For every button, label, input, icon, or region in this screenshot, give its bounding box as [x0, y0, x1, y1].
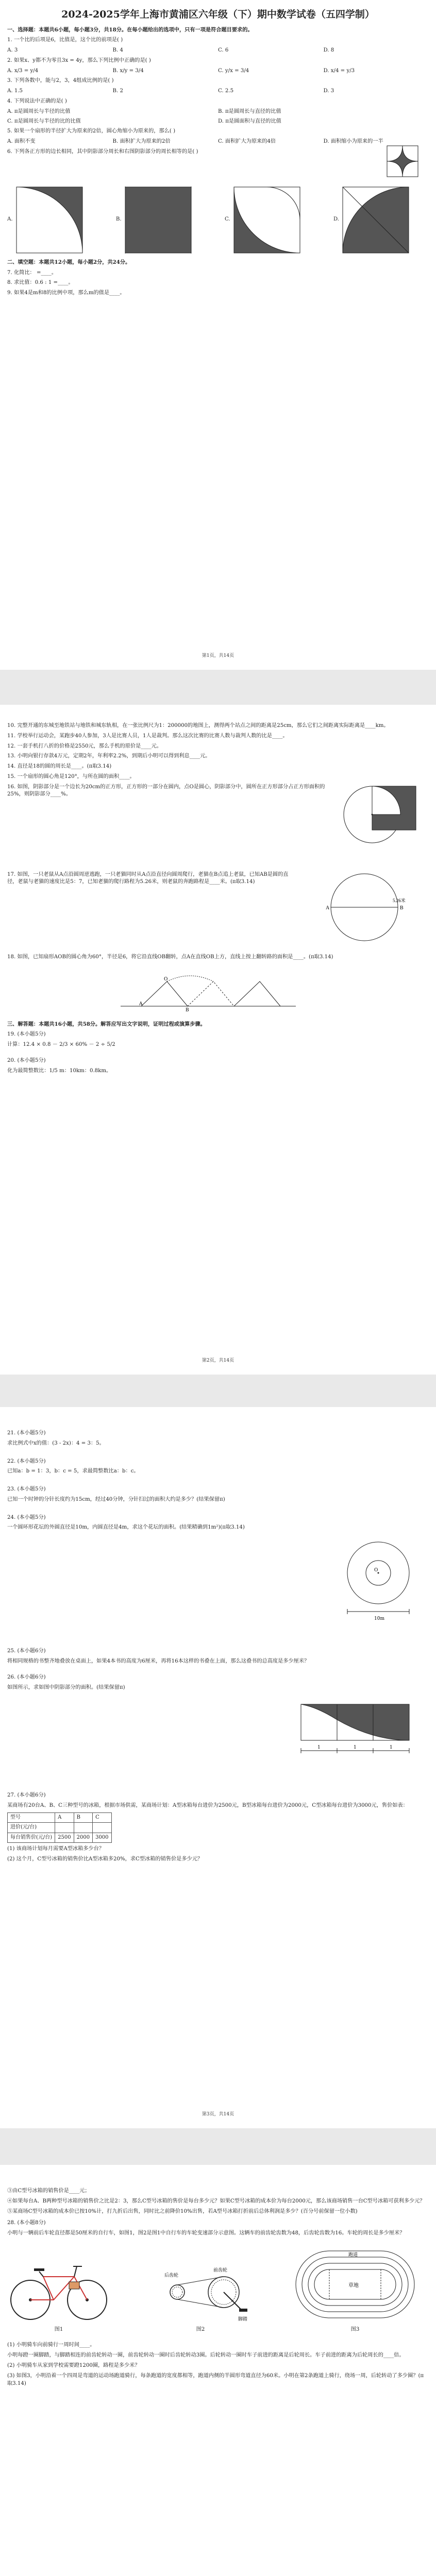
gear-figure	[146, 2261, 255, 2323]
pedal-label: 脚踏	[238, 2316, 248, 2322]
question-12: 12. 一套手机打八折的价格是2550元，那么手机的原价是____元。	[7, 743, 162, 749]
option-c[interactable]: C. 6	[218, 47, 229, 54]
question-3: 3. 下列各数中，能与2，3，4组成比例的是( )	[7, 78, 114, 84]
figure-3-caption: 图3	[350, 2326, 360, 2332]
question-27-heading: 27. (本小题6分)	[7, 1792, 46, 1799]
segment-label-1: 1	[317, 1745, 321, 1751]
question-6-options	[7, 187, 409, 253]
question-18-figure	[121, 975, 306, 1011]
question-26: 如图所示，求如图中阴影部分的面积。(结果保留π)	[7, 1684, 125, 1690]
option-d[interactable]: D. π是圆面积与直径的比值	[218, 118, 281, 124]
option-c[interactable]: C. π是圆周长与半径的比的比值	[7, 118, 81, 124]
question-25-heading: 25. (本小题6分)	[7, 1648, 46, 1654]
question-27-table	[7, 1812, 112, 1843]
page-footer: 第1页，共14页	[202, 653, 234, 658]
question-27-part-5: ⑤某商场C型号冰箱的成本价已按10%计，打九折后出售，同时比之前降价10%出售，若A型号冰箱打折前后总体利润是多少？(百分号前保留一位小数)	[7, 2208, 358, 2214]
section-2-heading: 二、填空题：本题共12小题，每小题2分，共24分。	[7, 259, 131, 265]
option-d[interactable]: D. 8	[323, 47, 334, 54]
figure-2	[146, 2261, 255, 2334]
question-15: 15. 一个扇形的圆心角是120°，与所在圆的面积____。	[7, 773, 135, 779]
option-b[interactable]: B. 面积扩大为原来的2倍	[112, 139, 171, 145]
option-a[interactable]: A. π是圆周长与半径的比值	[7, 108, 71, 114]
point-a-label: A	[326, 905, 330, 911]
question-10: 10. 完整开通的东城至地铁站与地铁和城东轨相，在一张比例尺为1：200000的地图上，测得两个站点之间的距离是25cm，那么它们之间距离实际距离是____km。	[7, 723, 389, 728]
question-27: 某商场有20台A、B、C三种型号的冰箱，根据市场供需，某商场计划：A型冰箱每台进价为2500元，B型冰箱每台进价为2000元，C型冰箱每台进价为3000元，售价如表：	[7, 1803, 408, 1809]
question-22: 已知a：b = 1：3，b：c = 5，求最简整数比a：b：c。	[7, 1468, 139, 1475]
page-footer: 第2页，共14页	[202, 1358, 234, 1363]
question-20-heading: 20. (本小题5分)	[7, 1058, 46, 1064]
question-27-part-1: (1) 该商场计划每月需要A型冰箱多少台？	[7, 1846, 105, 1852]
question-26-figure	[296, 1699, 420, 1766]
question-14: 14. 直径是18的圆的周长是____。(π取3.14)	[7, 764, 112, 770]
question-28-part-3: (3) 如图3，小明沿着一个四周是弯道的运动场跑道骑行，每条跑道的宽度都相等，跑道内侧的半圆形弯道直径为60米。小明在第2条跑道上骑行，绕场一周，后轮转动了多少圈？(π取3.14)	[7, 2372, 424, 2386]
question-17: 17. 如图，一只老鼠从A点沿圆周逆逃跑，一只老猫同时从A点沿直径向圆周爬行，老猫在B点追上老鼠，已知AB是圆的直径，老鼠与老猫的速度比是5：7，已知老猫的爬行路程为5.26米，则老鼠的奔跑路程是____米。(π取3.14) A B 5.26米	[7, 871, 429, 948]
question-27-part-3: ③由C型号冰箱的销售价是____元；	[7, 2188, 90, 2194]
question-11: 11. 学校举行运动会，某跑步40人参加，3人是比赛人员，1人是裁判。那么这次比赛的比赛人数与裁判人数的比是____。	[7, 733, 288, 739]
option-a[interactable]: A. x/3 = y/4	[7, 67, 39, 74]
question-24-figure	[342, 1534, 414, 1627]
option-c[interactable]: C.	[225, 187, 300, 253]
option-c[interactable]: C. 面积扩大为原来的4倍	[218, 139, 276, 145]
page-4	[0, 2165, 436, 2576]
question-21-heading: 21. (本小题5分)	[7, 1430, 46, 1436]
question-27-part-2: (2) 这个月，C型号冰箱的销售价比A型冰箱多20%，求C型冰箱的销售价是多少元？	[7, 1856, 203, 1862]
question-6: 6. 下列各正方形的边长相同，其中阴影部分周长和右图阴影部分的周长相等的是( )	[7, 148, 429, 177]
page-2	[0, 705, 436, 1375]
question-3-options	[7, 88, 429, 95]
question-28-heading: 28. (本小题8分)	[7, 2220, 46, 2226]
question-13: 13. 小明向银行存款4万元，定期2年，年利率2.2%，到期后小明可以得到利息____元。	[7, 753, 211, 759]
question-20: 化为最简整数比：1/5 m：10km：0.8km。	[7, 1067, 112, 1074]
option-b[interactable]: B. 2	[112, 88, 123, 94]
label-a: A	[139, 1001, 143, 1007]
question-23: 已知一个时钟的分针长度约为15cm，经过40分钟，分针扫过的面积大约是多少？(结果保留π)	[7, 1496, 225, 1502]
figure-2-caption: 图2	[196, 2326, 205, 2332]
reference-figure	[387, 145, 418, 177]
question-21: 求比例式中x的值：(3 - 2x)：4 = 3：5。	[7, 1440, 105, 1446]
page-title: 2024-2025学年上海市黄浦区六年级（下）期中数学试卷（五四学制）	[61, 9, 375, 20]
question-27-part-4: ④如果每台A、B两种型号冰箱的销售价之比是2：3，那么C型号冰箱的售价是每台多少元？如果C型号冰箱的成本价为每台2000元，那么该商场销售一台C型号冰箱可获利多少元？	[7, 2198, 425, 2204]
question-7: 7. 化简比： =____。	[7, 269, 57, 276]
question-24: 一个圆环形花坛的外圆直径是10m，内圆直径是4m，求这个花坛的面积。(结果精确到1m²)(π取3.14)	[7, 1524, 245, 1531]
question-28-part-1-detail: 小明每蹬一圈脚踏，与脚踏相连的前齿轮转动一圈，前齿轮转动一圈时后齿轮转动3圈。后轮转动一圈时车子前进的距离是后轮周长。车子前进的距离为后轮周长的____倍。	[7, 2352, 405, 2359]
question-16-figure	[341, 784, 424, 856]
option-d[interactable]: D. 面积缩小为原来的一半	[323, 139, 383, 145]
front-gear-label: 前齿轮	[213, 2267, 228, 2273]
page-footer: 第3页，共14页	[202, 2112, 234, 2117]
question-9: 9. 如果4是m和8的比例中项，那么m的值是____。	[7, 290, 125, 296]
question-1-options	[7, 47, 429, 55]
segment-label-2: 1	[354, 1745, 357, 1751]
option-d[interactable]: D. x/4 = y/3	[323, 67, 355, 74]
option-c-figure	[233, 187, 300, 253]
option-d[interactable]: D. 3	[323, 88, 334, 94]
track-figure	[291, 2246, 420, 2323]
question-28: 小明与一辆前后车轮直径都是50厘米的自行车，如图1，图2是图1中自行车的车轮变速部分示意图。这辆车的前齿轮齿数为48，后齿轮齿数为16。车轮的周长是多少厘米？	[7, 2230, 405, 2236]
question-26-heading: 26. (本小题6分)	[7, 1674, 46, 1680]
question-1: 1. 一个比的后项是6，比值是，这个比的前项是( )	[7, 37, 123, 43]
option-c[interactable]: C. y/x = 3/4	[218, 67, 249, 74]
question-2-options	[7, 67, 429, 75]
option-c[interactable]: C. 2.5	[218, 88, 234, 94]
question-25: 将相同规格的书整齐地叠放在桌面上，如果4本书的高度为6厘米，再将16本这样的书叠在上面，那么这叠书的总高度是多少厘米？	[7, 1658, 310, 1665]
label-o: O	[164, 976, 168, 982]
question-5-options	[7, 138, 429, 146]
question-23-heading: 23. (本小题5分)	[7, 1486, 46, 1493]
bicycle-figure	[7, 2251, 110, 2323]
segment-label-3: 1	[390, 1745, 393, 1751]
option-b[interactable]: B. x/y = 3/4	[112, 67, 144, 74]
option-b[interactable]: B.	[116, 187, 192, 253]
question-24-heading: 24. (本小题5分)	[7, 1514, 46, 1520]
table-row: 进价(元/台)	[8, 1823, 112, 1833]
option-a[interactable]: A. 面积不变	[7, 139, 36, 145]
option-a[interactable]: A.	[7, 187, 83, 253]
question-28-part-1: (1) 小明骑车向前骑行一周时间____。	[7, 2342, 95, 2348]
option-a[interactable]: A. 1.5	[7, 88, 23, 94]
track-label: 跑道	[348, 2252, 358, 2258]
question-28-figures	[7, 2246, 420, 2334]
label-b: B	[186, 1007, 189, 1011]
section-3-heading: 三、解答题：本题共16小题，共58分。解答应写出文字说明，证明过程或演算步骤。	[7, 1021, 206, 1027]
rear-gear-label: 后齿轮	[164, 2273, 179, 2278]
diameter-label: 10m	[374, 1616, 384, 1622]
table-row: 型号 A B C	[8, 1812, 112, 1823]
page-1	[0, 0, 436, 670]
figure-1	[7, 2251, 110, 2334]
question-19: 计算：12.4 × 0.8 － 2/3 × 60% － 2 ÷ 5/2	[7, 1042, 115, 1048]
option-b[interactable]: B. 4	[112, 47, 123, 54]
option-b-figure	[125, 187, 192, 253]
question-18: 18. 如图，已知扇形AOB的圆心角为60°，半径是6，将它沿直线OB翻转，点A在直线OB上方，直线上按上翻转路的面积是____。(π取3.14) A O B	[7, 954, 429, 1010]
point-b-label: B	[400, 905, 404, 911]
figure-1-caption: 图1	[54, 2326, 63, 2332]
option-a[interactable]: A. 3	[7, 47, 18, 54]
grass-label: 草地	[348, 2282, 359, 2289]
option-d[interactable]: D.	[333, 187, 409, 253]
option-a-figure	[16, 187, 83, 253]
question-2: 2. 如果x、y都不为零且3x = 4y，那么下列比例中正确的是( )	[7, 57, 151, 63]
question-28-part-2: (2) 小明骑车从家到学校需要蹬1200圈，路程是多少米？	[7, 2363, 140, 2369]
question-16: 16. 如图，阴影部分是一个边长为20cm的正方形，正方形的一部分在圆内，点O是圆心，阴影部分中，圆所在正方形部分占正方形面积的25%，则阴影部分____%。	[7, 784, 429, 861]
page-3	[0, 1407, 436, 2128]
option-b[interactable]: B. π是圆周长与直径的比值	[218, 108, 281, 114]
figure-3	[291, 2246, 420, 2334]
distance-label: 5.26米	[393, 897, 406, 903]
question-4: 4. 下列说法中正确的是( )	[7, 98, 67, 104]
question-8: 8. 求比值：0.6 : 1 =____。	[7, 280, 74, 286]
question-5: 5. 如果一个扇形的半径扩大为原来的2倍，圆心角缩小为原来的，那么( )	[7, 128, 176, 134]
center-label: O	[374, 1568, 378, 1573]
section-1-heading: 一、选择题：本题共6小题，每小题3分，共18分。在每小题给出的选项中，只有一项是符合题目要求的。	[7, 26, 253, 33]
question-22-heading: 22. (本小题5分)	[7, 1458, 46, 1464]
table-row: 每台销售价(元/台) 2500 2000 3000	[8, 1833, 112, 1843]
question-17-figure	[315, 871, 424, 948]
option-d-figure	[342, 187, 409, 253]
question-19-heading: 19. (本小题5分)	[7, 1031, 46, 1038]
